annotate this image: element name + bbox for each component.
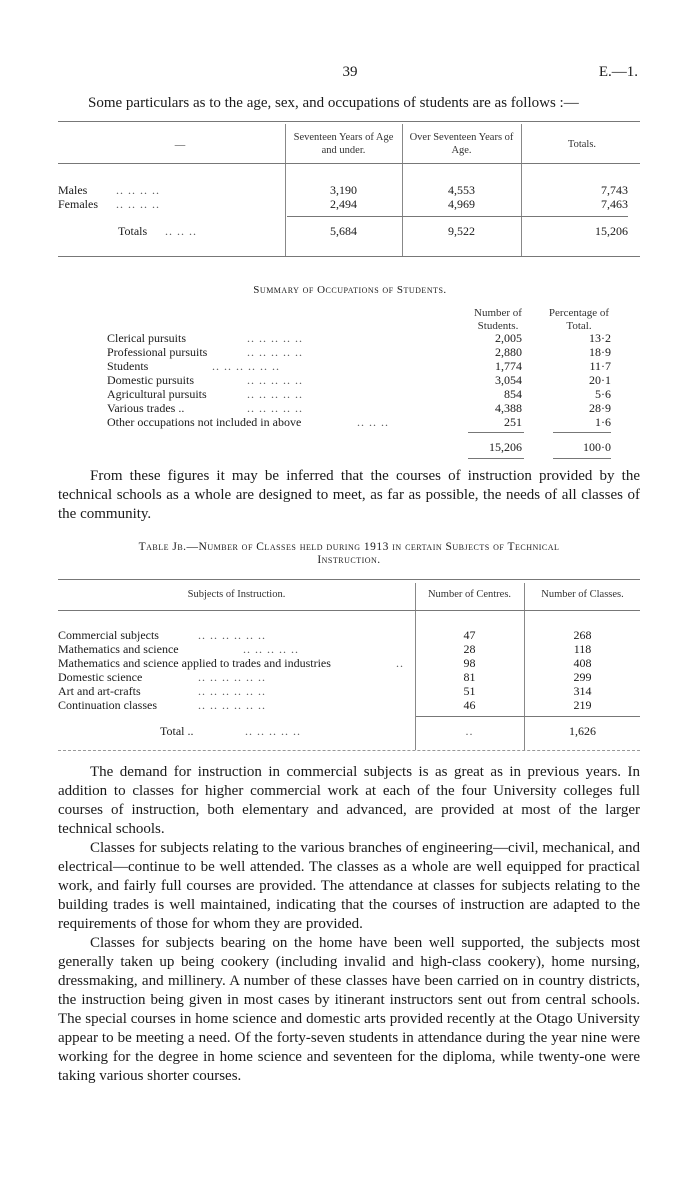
occupation-percent: 18·9 (589, 345, 611, 359)
occupation-label: Students (107, 359, 149, 373)
classes-total-dots: .. .. .. .. .. (245, 724, 301, 738)
occupations-total-percent: 100·0 (583, 440, 611, 454)
occupation-percent: 20·1 (589, 373, 611, 387)
age-totals-under17: 5,684 (330, 224, 357, 238)
occupation-percent: 11·7 (589, 359, 611, 373)
age-males-under17: 3,190 (330, 183, 357, 197)
class-subject: Mathematics and science (58, 642, 179, 656)
class-dots: .. .. .. .. .. (243, 642, 299, 656)
class-dots: .. (396, 656, 404, 670)
class-subject: Art and art-crafts (58, 684, 141, 698)
occupation-percent: 1·6 (595, 415, 611, 429)
class-subject: Continuation classes (58, 698, 157, 712)
page-reference: E.—1. (598, 64, 638, 80)
class-centres: 47 (463, 628, 476, 642)
age-table-header-over17: Over Seventeen Years of Age. (409, 132, 514, 156)
paragraph-engineering: Classes for subjects relating to the various branches of engineering—civil, mechanical, and electrical—continue to be well attended. The classes as a whole are well equipped for practical work, and fairly full courses are provided. The attendance at classes for subjects relating to the building trades is well maintained, indicating that the courses of instruction are adapted to the requirements of those for whom they are provided. (58, 840, 640, 932)
occupation-number: 1,774 (495, 359, 522, 373)
paragraph-commercial: The demand for instruction in commercial subjects is as great as in previous years. In addition to classes for higher commercial work at each of the four University colleges full courses of instruction, both elementary and advanced, are provided at most of the larger technical schools. (58, 764, 640, 837)
classes-header-subjects: Subjects of Instruction. (187, 589, 286, 600)
age-row-label-males: Males (58, 183, 88, 197)
paragraph-text: From these figures it may be inferred that the courses of instruction provided by the technical schools as a whole are designed to meet, as far as possible, the needs of all classes of the community. (58, 468, 640, 522)
class-subject: Mathematics and science applied to trades and industries (58, 656, 331, 670)
occupation-percent: 13·2 (589, 331, 611, 345)
age-row-label-females: Females (58, 197, 98, 211)
paragraph-figures (58, 467, 640, 524)
occupation-label: Various trades .. (107, 401, 185, 415)
occupation-label: Other occupations not included in above (107, 415, 302, 429)
class-centres: 98 (463, 656, 476, 670)
classes-table-title: Table Jb.—Number of Classes held during 1913 in certain Subjects of Technical (138, 541, 560, 553)
occupations-title: Summary of Occupations of Students. (253, 284, 447, 296)
occupation-number: 4,388 (495, 401, 522, 415)
class-centres: 28 (463, 642, 476, 656)
age-males-total: 7,743 (601, 183, 628, 197)
class-subject: Domestic science (58, 670, 143, 684)
classes-total-count: 1,626 (569, 724, 596, 738)
page-number: 39 (342, 64, 358, 80)
age-females-under17: 2,494 (330, 197, 357, 211)
age-totals-dots: .. .. .. (165, 224, 197, 238)
age-totals-total: 15,206 (595, 224, 628, 238)
occupation-dots: .. .. .. .. .. (247, 331, 303, 345)
intro-line: Some particulars as to the age, sex, and occupations of students are as follows :— (88, 95, 579, 111)
classes-header-classes: Number of Classes. (541, 589, 624, 600)
occupation-label: Agricultural pursuits (107, 387, 207, 401)
age-females-total: 7,463 (601, 197, 628, 211)
occupation-dots: .. .. .. .. .. (247, 345, 303, 359)
age-table-header-blank: — (174, 140, 186, 151)
age-totals-label: Totals (118, 224, 148, 238)
paragraph-home-subjects: Classes for subjects bearing on the home have been well supported, the subjects most generally taken up being cookery (including invalid and high-class cookery), home nursing, dressmaking, and millinery. A number of these classes have been carried on in country districts, the instruction being given in most cases by itinerant instructors sent out from central schools. The special courses in home science and domestic arts provided recently at the Otago University appear to be meeting a need. Of the forty-seven students in attendance during the year nine were working for the degree in home science and seventeen for the diploma, while twenty-one were taking various shorter courses. (58, 935, 640, 1084)
class-centres: 46 (463, 698, 476, 712)
occupation-dots: .. .. .. .. .. (247, 401, 303, 415)
age-row-dots: .. .. .. .. (116, 197, 160, 211)
class-dots: .. .. .. .. .. .. (198, 698, 266, 712)
class-count: 118 (573, 642, 592, 656)
class-count: 299 (573, 670, 592, 684)
occupations-header-number: Number of Students. (474, 307, 522, 332)
occupation-number: 3,054 (495, 373, 522, 387)
occupation-number: 251 (504, 415, 522, 429)
class-count: 314 (573, 684, 592, 698)
class-count: 268 (573, 628, 592, 642)
classes-total-label: Total .. (160, 724, 194, 738)
occupation-percent: 5·6 (595, 387, 611, 401)
age-females-over17: 4,969 (448, 197, 475, 211)
occupation-label: Domestic pursuits (107, 373, 194, 387)
class-dots: .. .. .. .. .. .. (198, 628, 266, 642)
age-table-header-under17: Seventeen Years of Age and under. (293, 132, 394, 156)
age-table-header-totals: Totals. (567, 139, 597, 150)
occupation-dots: .. .. .. .. .. (247, 373, 303, 387)
occupation-number: 854 (504, 387, 522, 401)
class-dots: .. .. .. .. .. .. (198, 684, 266, 698)
occupation-label: Clerical pursuits (107, 331, 186, 345)
occupation-number: 2,005 (495, 331, 522, 345)
class-count: 219 (573, 698, 592, 712)
closing-paragraphs (58, 763, 640, 1086)
class-count: 408 (573, 656, 592, 670)
occupations-header-percent: Percentage of Total. (548, 307, 610, 332)
class-subject: Commercial subjects (58, 628, 159, 642)
occupation-label: Professional pursuits (107, 345, 208, 359)
occupation-dots: .. .. .. .. .. (247, 387, 303, 401)
age-totals-over17: 9,522 (448, 224, 475, 238)
age-males-over17: 4,553 (448, 183, 475, 197)
occupations-total-number: 15,206 (489, 440, 522, 454)
classes-table-title-cont: Instruction. (317, 554, 381, 566)
occupation-number: 2,880 (495, 345, 522, 359)
occupation-dots: .. .. .. (357, 415, 389, 429)
classes-total-centres: .. (465, 724, 474, 738)
occupation-dots: .. .. .. .. .. .. (212, 359, 280, 373)
class-centres: 51 (463, 684, 476, 698)
occupation-percent: 28·9 (589, 401, 611, 415)
class-centres: 81 (463, 670, 476, 684)
class-dots: .. .. .. .. .. .. (198, 670, 266, 684)
classes-header-centres: Number of Centres. (427, 589, 512, 600)
age-row-dots: .. .. .. .. (116, 183, 160, 197)
